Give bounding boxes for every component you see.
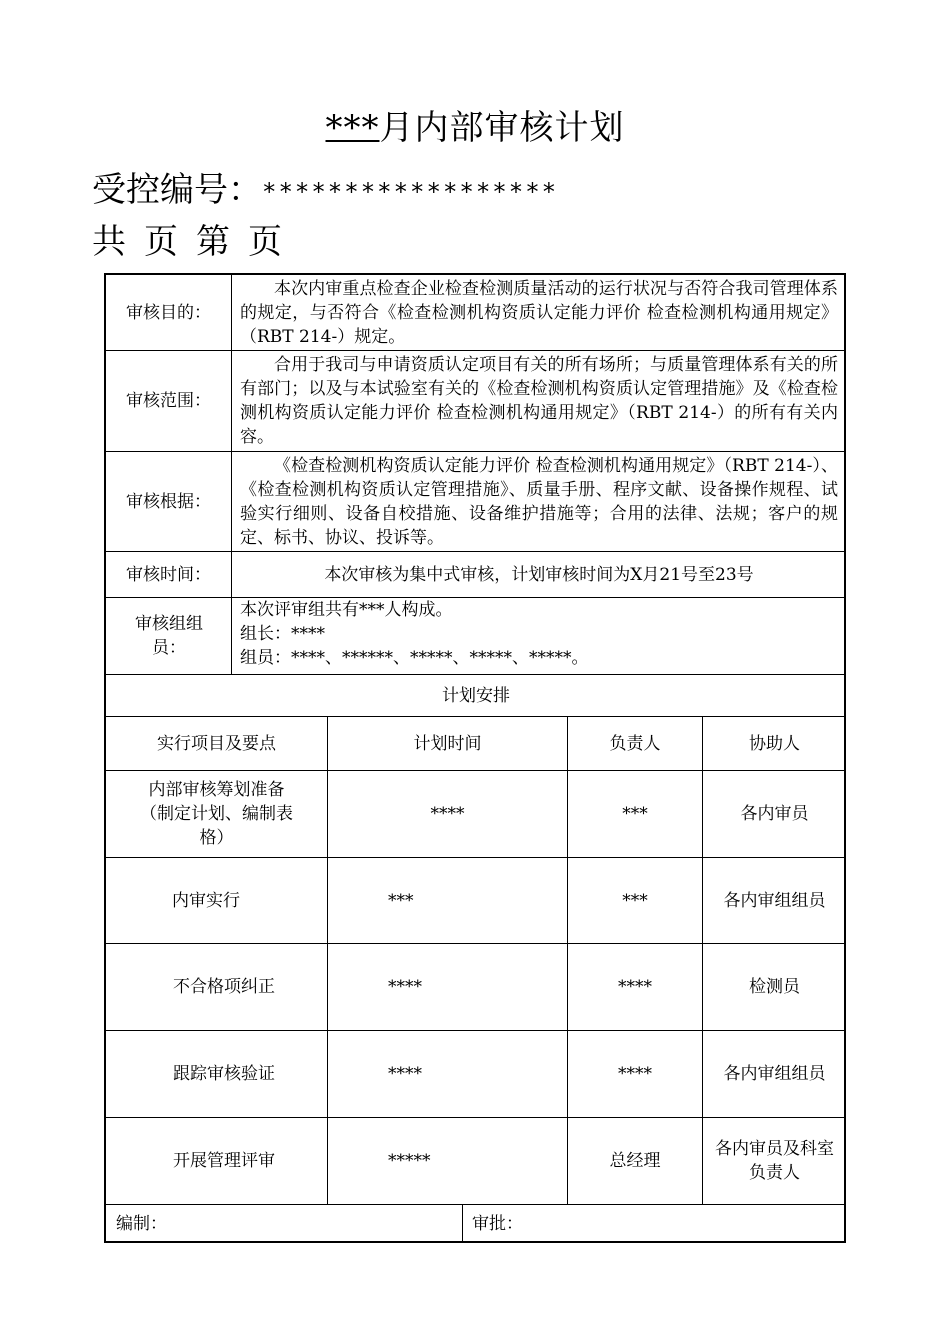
plan-time: ***** [388,1151,431,1171]
plan-item: 开展管理评审 [173,1151,275,1171]
control-number [92,162,558,211]
page-total-label: 共 [92,222,126,262]
plan-owner: 总经理 [609,1151,661,1171]
plan-assist: 检测员 [749,977,800,997]
col-header-time: 计划时间 [413,733,482,754]
basis-label: 审核根据： [126,491,211,512]
title-prefix: *** [325,108,380,148]
page-current-unit: 页 [248,222,282,262]
team-summary: 本次评审组共有***人构成。 [240,600,453,620]
control-number-value: ****************** [262,178,559,206]
col-header-assist: 协助人 [749,733,800,754]
plan-assist: 各内审员 [740,804,809,824]
col-header-item: 实行项目及要点 [157,733,276,754]
time-label: 审核时间： [126,564,211,585]
scope-label: 审核范围： [126,391,211,411]
team-text [232,598,846,674]
plan-owner: *** [622,804,648,824]
time-text: 本次审核为集中式审核，计划审核时间为X月21号至23号 [324,564,754,585]
title-main: 月内部审核计划 [379,108,625,148]
basis-text: 《检查检测机构资质认定能力评价 检查检测机构通用规定》（RBT 214-）、《检查检测机构资质认定管理措施》、质量手册、程序文献、设备操作规程、试验实行细则、设备自校措施、设备维护措施等；合用的法律、法规；客户的规定、标书、协议、投诉等。 [240,456,838,548]
team-leader: 组长：**** [240,624,325,644]
plan-item: 内部审核筹划准备（制定计划、编制表格） [140,780,293,848]
page-current-label: 第 [196,222,230,262]
plan-owner: **** [618,977,652,997]
control-number-label: 受控编号： [92,170,262,210]
page-count [92,214,300,263]
plan-owner: **** [618,1064,652,1084]
column-divider [462,1204,463,1243]
team-label: 审核组组员： [135,614,203,658]
scope-text: 合用于我司与申请资质认定项目有关的所有场所；与质量管理体系有关的所有部门；以及与本试验室有关的《检查检测机构资质认定管理措施》及《检查检测机构资质认定能力评价 检查检测机构通用规定》（RBT 214-）的所有有关内容。 [240,355,838,447]
purpose-text: 本次内审重点检查企业检查检测质量活动的运行状况与否符合我司管理体系的规定，与否符合《检查检测机构资质认定能力评价 检查检测机构通用规定》（RBT 214-）规定。 [240,279,838,347]
plan-assist: 各内审员及科室负责人 [715,1139,834,1183]
page-total-unit: 页 [144,222,178,262]
team-members: 组员：****、******、*****、*****、*****。 [240,648,589,668]
col-header-owner: 负责人 [609,733,661,754]
purpose-label: 审核目的： [126,302,211,323]
plan-assist: 各内审组组员 [723,890,826,911]
prepared-by-label: 编制： [116,1214,167,1234]
page-title [0,100,950,149]
plan-owner: *** [622,890,648,911]
plan-time: **** [388,977,422,997]
plan-time: **** [388,1064,422,1084]
plan-time: **** [430,804,465,824]
plan-assist: 各内审组组员 [723,1064,826,1084]
plan-item: 不合格项纠正 [173,977,275,997]
plan-time: *** [388,890,414,911]
audit-plan-table [104,273,846,1243]
approved-by-label: 审批： [472,1214,523,1234]
plan-item: 跟踪审核验证 [173,1064,275,1084]
plan-item: 内审实行 [172,890,240,911]
plan-section-title: 计划安排 [442,685,510,706]
